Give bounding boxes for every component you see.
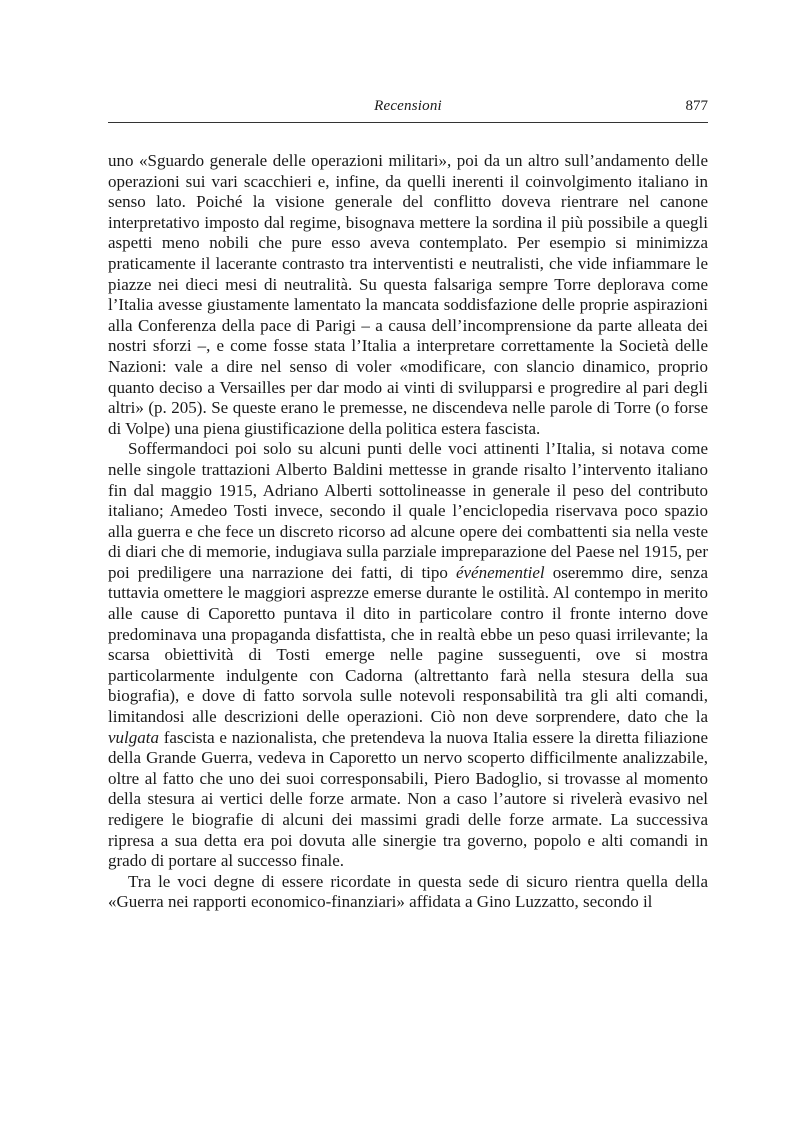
running-title: Recensioni bbox=[374, 98, 442, 114]
text-run: uno «Sguardo generale delle operazioni militari», poi da un altro sull’andamento delle operazioni sui vari scacchieri e, infine, da quelli inerenti il coinvolgimento italiano in senso lato. Poiché la visione generale del conflitto doveva rientrare nel canone interpretativo imposto dal regime, bisognava mettere la sordina il più possibile a quegli aspetti meno nobili che pure esso aveva contemplato. Per esempio si minimizza praticamente il lacerante contrasto tra interventisti e neutralisti, che vide infiammare le piazze nei dieci mesi di neutralità. Su questa falsariga sempre Torre deplorava come l’Italia avesse giustamente lamentato la mancata soddisfazione delle proprie aspirazioni alla Conferenza della pace di Parigi – a causa dell’incomprensione da parte alleata dei nostri sforzi –, e come fosse stata l’Italia a interpretare correttamente la Società delle Nazioni: vale a dire nel senso di voler «modificare, con slancio dinamico, proprio quanto deciso a Versailles per dar modo ai vinti di svilupparsi e progredire al pari degli altri» (p. 205). Se queste erano le premesse, ne discendeva nelle parole di Torre (o forse di Volpe) una piena giustificazione della politica estera fascista. bbox=[108, 151, 708, 438]
paragraph-1 bbox=[108, 151, 708, 439]
text-run: Soffermandoci poi solo su alcuni punti delle voci attinenti l’Italia, si notava come nelle singole trattazioni Alberto Baldini mettesse in grande risalto l’intervento italiano fin dal maggio 1915, Adriano Alberti sottolineasse in generale il peso del contributo italiano; Amedeo Tosti invece, secondo il quale l’enciclopedia riservava poco spazio alla guerra e che fece un discreto ricorso ad alcune opere dei combattenti sia nella veste di diari che di memorie, indugiava sulla parziale impreparazione del Paese nel 1915, per poi prediligere una narrazione dei fatti, di tipo bbox=[108, 439, 708, 582]
paragraph-3 bbox=[108, 872, 708, 913]
text-run: oseremmo dire, senza tuttavia omettere le maggiori asprezze emerse durante le ostilità. Al contempo in merito alle cause di Caporetto puntava il dito in particolare contro il fronte interno dove predominava una propaganda disfattista, che in realtà ebbe un peso quasi irrilevante; la scarsa obiettività di Tosti emerge nelle pagine susseguenti, ove si mostra particolarmente indulgente con Cadorna (altrettanto farà nella stesura della sua biografia), e dove di fatto sorvola sulle notevoli responsabilità tra gli alti comandi, limitandosi alle descrizioni delle operazioni. Ciò non deve sorprendere, dato che la bbox=[108, 562, 708, 727]
text-run: Tra le voci degne di essere ricordate in questa sede di sicuro rientra quella della «Guerra nei rapporti economico-finanziari» affidata a Gino Luzzatto, secondo il bbox=[108, 871, 708, 912]
running-head bbox=[108, 96, 708, 123]
body-text bbox=[108, 151, 708, 913]
page-number: 877 bbox=[685, 98, 708, 114]
page bbox=[108, 96, 708, 1096]
italic-term: événementiel bbox=[455, 562, 545, 582]
text-run: fascista e nazionalista, che pretendeva la nuova Italia essere la diretta filiazione della Grande Guerra, vedeva in Caporetto un nervo scoperto difficilmente analizzabile, oltre al fatto che uno dei suoi corresponsabili, Piero Badoglio, si trovasse al momento della stesura ai vertici delle forze armate. Non a caso l’autore si rivelerà evasivo nel redigere le biografie di alcuni dei massimi gradi delle forze armate. La successiva ripresa a sua detta era poi dovuta alle sinergie tra governo, popolo e alti comandi in grado di portare al successo finale. bbox=[108, 727, 708, 871]
paragraph-2 bbox=[108, 439, 708, 871]
italic-term: vulgata bbox=[108, 727, 159, 747]
